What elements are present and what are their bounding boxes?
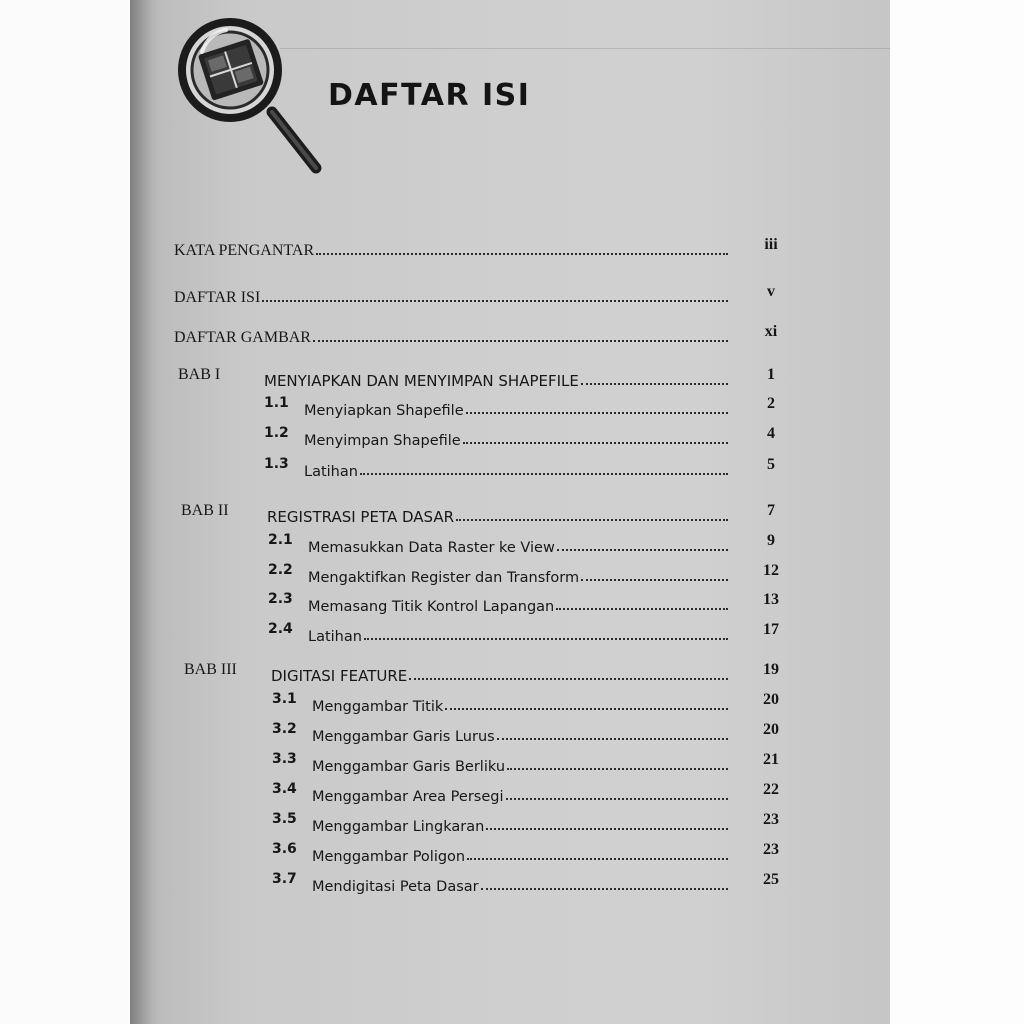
toc-entry-title: KATA PENGANTAR	[174, 242, 315, 259]
dot-leader	[456, 519, 728, 521]
toc-page-number: 23	[763, 841, 779, 858]
section-number: 3.6	[272, 841, 297, 857]
section-entry	[312, 749, 732, 775]
chapter-number: BAB III	[184, 661, 237, 678]
toc-page-number: 2	[767, 395, 775, 412]
toc-entry-title: Mendigitasi Peta Dasar	[312, 879, 479, 895]
dot-leader	[262, 300, 728, 302]
dot-leader	[481, 888, 728, 890]
toc-page-number: 23	[763, 811, 779, 828]
toc-entry-title: MENYIAPKAN DAN MENYIMPAN SHAPEFILE	[264, 372, 579, 390]
toc-entry-title: Latihan	[304, 464, 358, 480]
dot-leader	[467, 858, 728, 860]
section-number: 3.2	[272, 721, 297, 737]
section-entry	[304, 393, 732, 419]
chapter-entry	[267, 500, 732, 526]
toc-entry-title: Menggambar Poligon	[312, 849, 466, 865]
front-matter-entry	[174, 281, 732, 307]
toc-page-number: 17	[763, 621, 779, 638]
dot-leader	[506, 798, 729, 800]
toc-entry-title: DAFTAR ISI	[174, 289, 261, 306]
section-number: 3.3	[272, 751, 297, 767]
section-entry	[312, 839, 732, 865]
toc-entry-title: REGISTRASI PETA DASAR	[267, 508, 455, 526]
section-entry	[312, 869, 732, 895]
dot-leader	[497, 738, 728, 740]
section-entry	[308, 530, 732, 556]
dot-leader	[557, 549, 728, 551]
background-left	[0, 0, 130, 1024]
toc-page-number: 1	[767, 366, 775, 383]
toc-page-number: 22	[763, 781, 779, 798]
dot-leader	[313, 340, 728, 342]
toc-page-number: xi	[764, 323, 778, 340]
section-entry	[312, 779, 732, 805]
background-right	[890, 0, 1024, 1024]
chapter-number: BAB I	[178, 366, 221, 383]
book-page	[130, 0, 890, 1024]
toc-entry-title: DIGITASI FEATURE	[271, 667, 408, 685]
toc-page-number: 4	[767, 425, 775, 442]
toc-entry-title: DAFTAR GAMBAR	[174, 329, 311, 346]
toc-page-number: 9	[767, 532, 775, 549]
toc-entry-title: Latihan	[308, 629, 362, 645]
toc-page-number: 20	[763, 691, 779, 708]
section-entry	[304, 423, 732, 449]
toc-entry-title: Menggambar Garis Lurus	[312, 729, 495, 745]
section-entry	[312, 809, 732, 835]
section-number: 3.7	[272, 871, 297, 887]
section-number: 3.4	[272, 781, 297, 797]
dot-leader	[463, 442, 728, 444]
section-number: 1.1	[264, 395, 289, 411]
toc-page-number: 13	[763, 591, 779, 608]
front-matter-entry	[174, 321, 732, 347]
toc-entry-title: Menggambar Area Persegi	[312, 789, 504, 805]
dot-leader	[466, 412, 728, 414]
section-number: 1.2	[264, 425, 289, 441]
section-entry	[312, 689, 732, 715]
dot-leader	[364, 638, 728, 640]
section-number: 2.3	[268, 591, 293, 607]
section-entry	[304, 454, 732, 480]
toc-page-number: 5	[767, 456, 775, 473]
toc-entry-title: Memasukkan Data Raster ke View	[308, 540, 555, 556]
toc-page-number: iii	[764, 236, 778, 253]
section-entry	[312, 719, 732, 745]
toc-page-number: 25	[763, 871, 779, 888]
chapter-entry	[271, 659, 732, 685]
section-number: 2.1	[268, 532, 293, 548]
toc-page-number: 20	[763, 721, 779, 738]
toc-page-number: 21	[763, 751, 779, 768]
dot-leader	[556, 608, 728, 610]
section-entry	[308, 560, 732, 586]
dot-leader	[581, 383, 728, 385]
toc-entry-title: Menyimpan Shapefile	[304, 433, 461, 449]
toc-entry-title: Menyiapkan Shapefile	[304, 403, 464, 419]
page-title: DAFTAR ISI	[328, 78, 531, 113]
section-number: 1.3	[264, 456, 289, 472]
toc-entry-title: Menggambar Lingkaran	[312, 819, 485, 835]
dot-leader	[316, 253, 728, 255]
section-entry	[308, 589, 732, 615]
section-number: 3.5	[272, 811, 297, 827]
front-matter-entry	[174, 234, 732, 260]
dot-leader	[360, 473, 728, 475]
section-number: 3.1	[272, 691, 297, 707]
dot-leader	[409, 678, 728, 680]
table-of-contents	[130, 0, 890, 1024]
toc-page-number: 7	[767, 502, 775, 519]
chapter-entry	[264, 364, 732, 390]
toc-entry-title: Menggambar Titik	[312, 699, 444, 715]
toc-entry-title: Mengaktifkan Register dan Transform	[308, 570, 580, 586]
toc-entry-title: Memasang Titik Kontrol Lapangan	[308, 599, 555, 615]
section-number: 2.4	[268, 621, 293, 637]
section-entry	[308, 619, 732, 645]
section-number: 2.2	[268, 562, 293, 578]
toc-entry-title: Menggambar Garis Berliku	[312, 759, 506, 775]
toc-page-number: 19	[763, 661, 779, 678]
toc-page-number: v	[767, 283, 775, 300]
dot-leader	[581, 579, 728, 581]
dot-leader	[507, 768, 728, 770]
toc-page-number: 12	[763, 562, 779, 579]
chapter-number: BAB II	[181, 502, 229, 519]
dot-leader	[486, 828, 728, 830]
dot-leader	[445, 708, 728, 710]
